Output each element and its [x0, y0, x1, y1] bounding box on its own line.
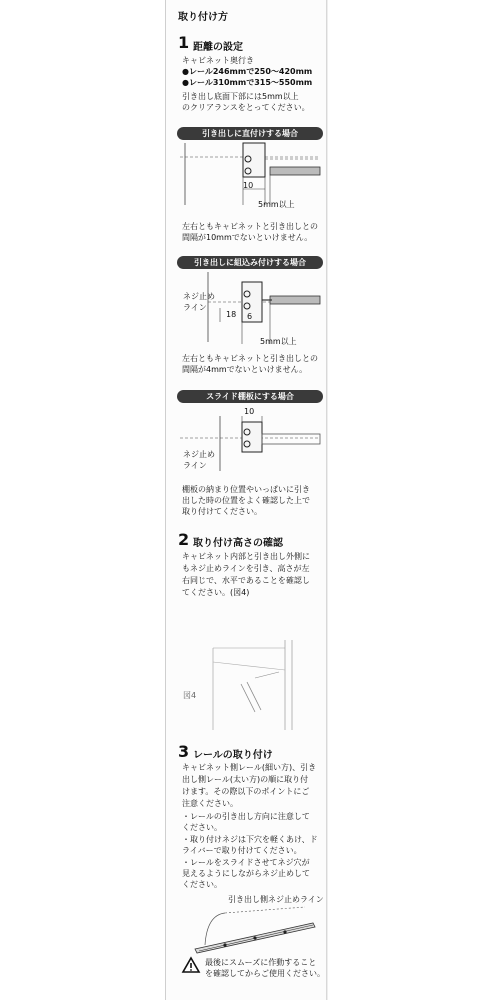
- case-b-screw-line-2: ライン: [183, 303, 207, 312]
- section3-title: レールの取り付け: [193, 750, 273, 761]
- clearance-line-1: 引き出し底面下部には5mm以上: [182, 92, 299, 101]
- bullet1-line-1: ・レールの引き出し方向に注意して: [182, 812, 310, 821]
- cabinet-depth-label: キャビネット奥行き: [182, 56, 254, 65]
- case-c-banner: スライド棚板にする場合: [177, 390, 323, 403]
- figure4-label: 図4: [183, 691, 197, 700]
- case-b-dim-5mm: 5mm以上: [260, 337, 297, 346]
- section1-title: 距離の設定: [193, 42, 243, 53]
- section2-title: 取り付け高さの確認: [193, 538, 283, 549]
- section1-number: 1: [178, 33, 190, 52]
- rail-install-diagram: [185, 905, 325, 955]
- case-b-note-1: 左右ともキャビネットと引き出しとの: [182, 354, 318, 363]
- bullet2-line-2: ライバーで取り付けてください。: [182, 846, 302, 855]
- bullet3-line-1: ・レールをスライドさせてネジ穴が: [182, 858, 310, 867]
- case-c-screw-line-1: ネジ止め: [183, 450, 215, 459]
- case-a-dim-5mm: 5mm以上: [258, 200, 295, 209]
- section2-body-1: キャビネット内部と引き出し外側に: [182, 552, 310, 561]
- case-a-note-2: 間隔が10mmでないといけません。: [182, 233, 313, 242]
- bullet3-line-2: 見えるようにしながらネジ止めして: [182, 869, 310, 878]
- section3-body-2: 出し側レール(太い方)の順に取り付: [182, 775, 309, 784]
- section2-body-2: もネジ止めラインを引き、高さが左: [182, 564, 310, 573]
- caution-line-2: を確認してからご使用ください。: [205, 969, 325, 978]
- bullet3-line-3: ください。: [182, 880, 222, 889]
- case-b-banner: 引き出しに組込み付けする場合: [177, 256, 323, 269]
- case-b-dim-18: 18: [226, 310, 237, 319]
- case-a-dim-10: 10: [243, 181, 254, 190]
- clearance-line-2: のクリアランスをとってください。: [182, 103, 310, 112]
- case-a-diagram: [180, 143, 325, 213]
- case-c-note-3: 取り付けてください。: [182, 507, 262, 516]
- section3-number: 3: [178, 742, 190, 761]
- page-heading: 取り付け方: [178, 12, 228, 23]
- warning-icon: [182, 957, 200, 973]
- case-c-note-1: 棚板の納まり位置やいっぱいに引き: [182, 485, 310, 494]
- section2-body-4: てください。(図4): [182, 588, 250, 597]
- caution-line-1: 最後にスムーズに作動すること: [205, 958, 317, 967]
- case-a-banner: 引き出しに直付けする場合: [177, 127, 323, 140]
- bullet2-line-1: ・取り付けネジは下穴を軽くあけ、ド: [182, 835, 318, 844]
- case-b-screw-line-1: ネジ止め: [183, 292, 215, 301]
- case-a-note-1: 左右ともキャビネットと引き出しとの: [182, 222, 318, 231]
- section2-body-3: 右同じで、水平であることを確認し: [182, 576, 310, 585]
- case-c-dim-10: 10: [244, 407, 255, 416]
- rail-diagram-label: 引き出し側ネジ止めライン: [228, 895, 324, 904]
- rail-246-spec: ●レール246mmで250～420mm: [182, 67, 313, 76]
- case-b-note-2: 間隔が4mmでないといけません。: [182, 365, 308, 374]
- section2-number: 2: [178, 530, 190, 549]
- case-c-screw-line-2: ライン: [183, 461, 207, 470]
- bullet1-line-2: ください。: [182, 823, 222, 832]
- section3-body-4: 注意ください。: [182, 799, 238, 808]
- rail-310-spec: ●レール310mmで315～550mm: [182, 78, 313, 87]
- section3-body-1: キャビネット側レール(細い方)、引き: [182, 763, 317, 772]
- case-b-dim-6: 6: [247, 312, 253, 321]
- figure4-cabinet-diagram: [195, 640, 325, 735]
- section3-body-3: けます。その際以下のポイントにご: [182, 787, 310, 796]
- case-c-note-2: 出した時の位置をよく確認した上で: [182, 496, 310, 505]
